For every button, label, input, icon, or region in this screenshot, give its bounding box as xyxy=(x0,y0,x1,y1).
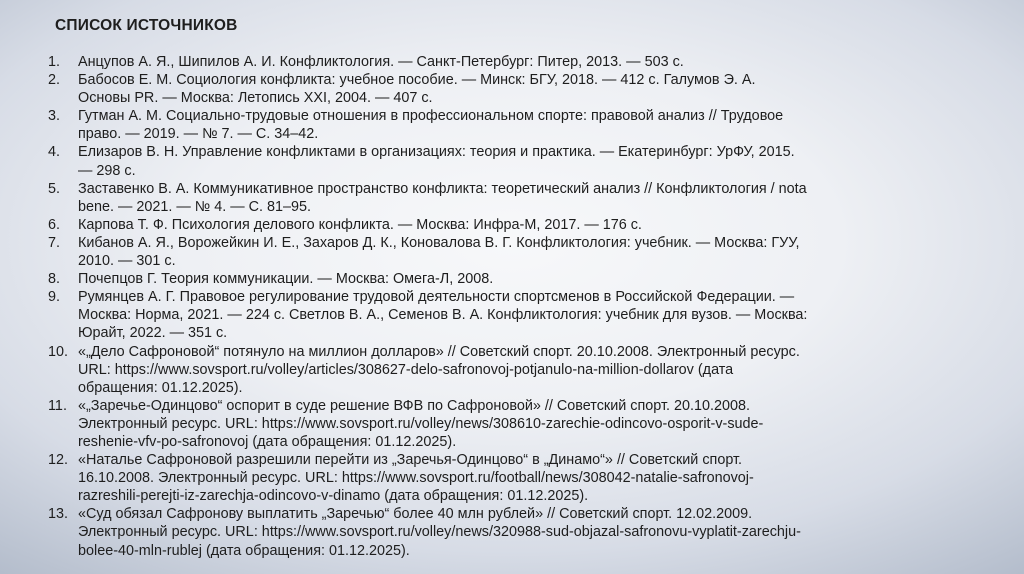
list-item-line: bolee-40-mln-rublej (дата обращения: 01.12.2025). xyxy=(78,542,410,559)
list-item-number: 3. xyxy=(48,108,61,125)
list-item-line: Кибанов А. Я., Ворожейкин И. Е., Захаров Д. К., Коновалова В. Г. Конфликтология: учебник. — Москва: ГУУ, xyxy=(78,234,800,251)
list-item xyxy=(48,71,948,107)
list-item-line: «„Заречье-Одинцово“ оспорит в суде решение ВФВ по Сафроновой» // Советский спорт. 20.10.2008. xyxy=(78,397,750,414)
list-item-number: 11. xyxy=(48,397,67,414)
list-item xyxy=(48,180,948,216)
list-item xyxy=(48,288,948,342)
list-item-line: 16.10.2008. Электронный ресурс. URL: https://www.sovsport.ru/football/news/308042-natalie-safronovoj- xyxy=(78,470,754,487)
list-item-line: «Суд обязал Сафронову выплатить „Заречью“ более 40 млн рублей» // Советский спорт. 12.02.2009. xyxy=(78,506,753,523)
list-item-line: Москва: Норма, 2021. — 224 с. Светлов В. А., Семенов В. А. Конфликтология: учебник для вузов. — Москва: xyxy=(78,307,808,324)
list-item-line: Юрайт, 2022. — 351 с. xyxy=(78,325,228,342)
list-item-line: Электронный ресурс. URL: https://www.sovsport.ru/volley/news/320988-sud-objazal-safronovu-vyplatit-zarechju- xyxy=(78,524,801,541)
list-item-line: обращения: 01.12.2025). xyxy=(78,379,243,396)
list-item-text xyxy=(78,71,948,107)
list-item-line: Елизаров В. Н. Управление конфликтами в организациях: теория и практика. — Екатеринбург: УрФУ, 2015. xyxy=(78,144,795,161)
list-item-text xyxy=(78,397,948,451)
list-item-text xyxy=(78,288,948,342)
list-item-text xyxy=(78,180,948,216)
list-item-line: — 298 с. xyxy=(78,162,136,179)
list-item-number: 2. xyxy=(48,72,61,89)
list-item-line: Электронный ресурс. URL: https://www.sovsport.ru/volley/news/308610-zarechie-odincovo-osporit-v-sude- xyxy=(78,415,764,432)
list-item-line: bene. — 2021. — № 4. — С. 81–95. xyxy=(78,198,312,215)
list-item-line: Карпова Т. Ф. Психология делового конфликта. — Москва: Инфра-М, 2017. — 176 с. xyxy=(78,216,642,233)
list-item-text xyxy=(78,343,948,397)
list-item xyxy=(48,53,948,71)
page-title: СПИСОК ИСТОЧНИКОВ xyxy=(55,17,238,34)
list-item-line: Анцупов А. Я., Шипилов А. И. Конфликтология. — Санкт-Петербург: Питер, 2013. — 503 с. xyxy=(78,54,684,70)
list-item-line: Почепцов Г. Теория коммуникации. — Москва: Омега-Л, 2008. xyxy=(78,271,494,288)
list-item-line: право. — 2019. — № 7. — С. 34–42. xyxy=(78,126,319,143)
list-item-text xyxy=(78,53,948,71)
list-item-line: reshenie-vfv-po-safronovoj (дата обращения: 01.12.2025). xyxy=(78,433,457,450)
list-item-text xyxy=(78,270,948,288)
list-item-number: 5. xyxy=(48,180,61,197)
list-item-line: Румянцев А. Г. Правовое регулирование трудовой деятельности спортсменов в Российской Федерации. — xyxy=(78,289,795,306)
list-item-number: 4. xyxy=(48,144,61,161)
list-item-number: 6. xyxy=(48,216,61,233)
list-item-number: 10. xyxy=(48,343,69,360)
list-item-line: Основы PR. — Москва: Летопись XXI, 2004. — 407 с. xyxy=(78,90,433,107)
list-item-number: 1. xyxy=(48,54,61,70)
list-item-line: Гутман А. М. Социально-трудовые отношения в профессиональном спорте: правовой анализ // Трудовое xyxy=(78,108,784,125)
list-item-text xyxy=(78,216,948,234)
list-item-number: 7. xyxy=(48,234,61,251)
list-item xyxy=(48,143,948,179)
list-item-line: 2010. — 301 с. xyxy=(78,253,176,270)
list-item-line: «Наталье Сафроновой разрешили перейти из „Заречья-Одинцово“ в „Динамо“» // Советский спорт. xyxy=(78,452,743,469)
list-item-text xyxy=(78,505,948,559)
list-item-text xyxy=(78,143,948,179)
list-item-line: razreshili-perejti-iz-zarechja-odincovo-v-dinamo (дата обращения: 01.12.2025). xyxy=(78,488,589,505)
list-item-line: Бабосов Е. М. Социология конфликта: учебное пособие. — Минск: БГУ, 2018. — 412 с. Галумов Э. А. xyxy=(78,72,756,89)
list-item-number: 12. xyxy=(48,452,69,469)
list-item xyxy=(48,451,948,505)
list-item xyxy=(48,270,948,288)
list-item-line: URL: https://www.sovsport.ru/volley/articles/308627-delo-safronovoj-potjanulo-na-million-dollarov (дата xyxy=(78,361,734,378)
list-item-number: 9. xyxy=(48,289,61,306)
list-item-number: 13. xyxy=(48,506,69,523)
list-item xyxy=(48,505,948,559)
list-item xyxy=(48,107,948,143)
list-item xyxy=(48,397,948,451)
list-item-line: «„Дело Сафроновой“ потянуло на миллион долларов» // Советский спорт. 20.10.2008. Электронный ресурс. xyxy=(78,343,800,360)
list-item-text xyxy=(78,107,948,143)
list-item-number: 8. xyxy=(48,271,61,288)
list-item xyxy=(48,216,948,234)
list-item xyxy=(48,343,948,397)
list-item-line: Заставенко В. А. Коммуникативное пространство конфликта: теоретический анализ // Конфликтология / nota xyxy=(78,180,807,197)
reference-list xyxy=(48,53,948,560)
list-item-text xyxy=(78,234,948,270)
list-item-text xyxy=(78,451,948,505)
list-item xyxy=(48,234,948,270)
